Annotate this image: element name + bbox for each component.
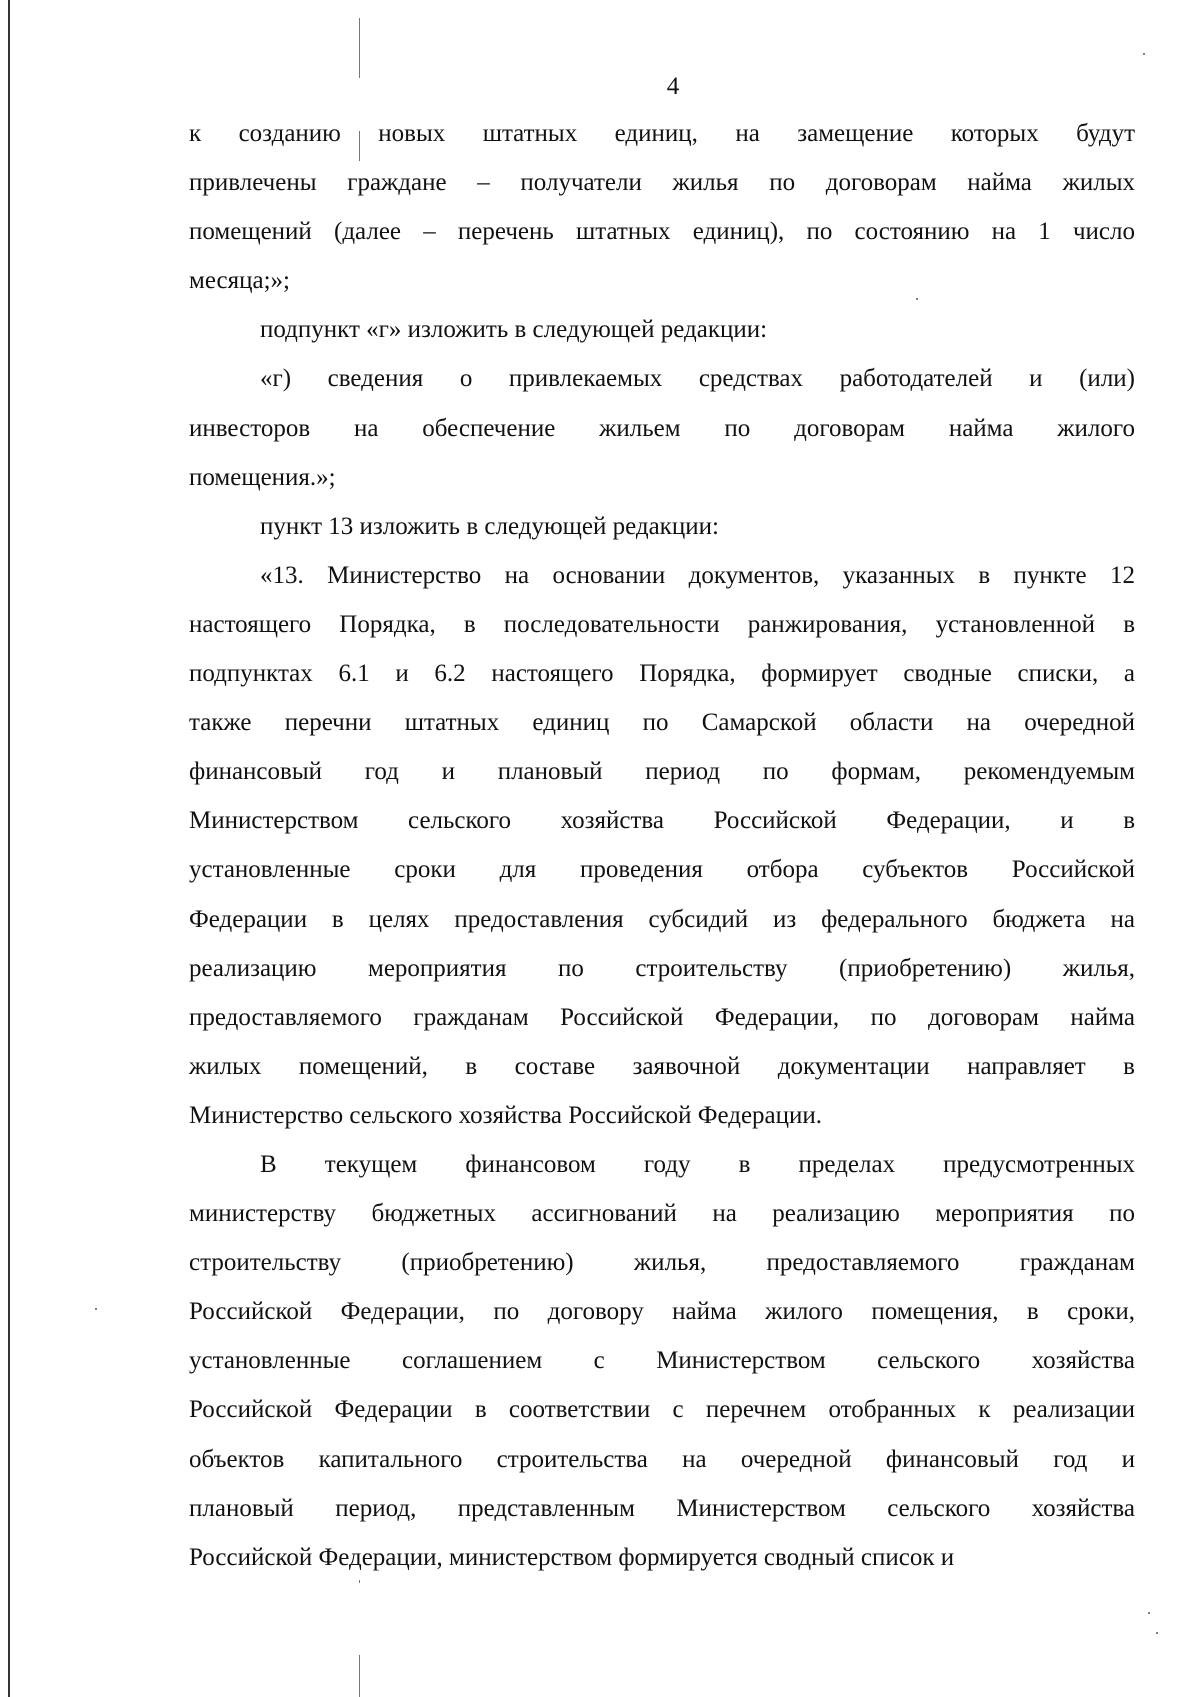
- scan-speck: [95, 1308, 97, 1310]
- text-line: финансовый год и плановый период по формам, рекомендуемым: [189, 758, 1135, 786]
- text-line: предоставляемого гражданам Российской Федерации, по договорам найма: [189, 1003, 1135, 1031]
- text-line: Министерство сельского хозяйства Российской Федерации.: [189, 1101, 823, 1129]
- scan-speck: [1148, 1612, 1150, 1614]
- text-line: Российской Федерации в соответствии с перечнем отобранных к реализации: [189, 1396, 1135, 1424]
- text-line: Российской Федерации, по договору найма жилого помещения, в сроки,: [189, 1298, 1135, 1326]
- text-line: плановый период, представленным Министерством сельского хозяйства: [189, 1494, 1135, 1522]
- paragraph: [189, 1140, 1135, 1582]
- text-line: помещения.»;: [189, 463, 336, 491]
- text-line: министерству бюджетных ассигнований на реализацию мероприятия по: [189, 1200, 1135, 1228]
- text-line: настоящего Порядка, в последовательности ранжирования, установленной в: [189, 610, 1135, 638]
- text-line: установленные соглашением с Министерством сельского хозяйства: [189, 1347, 1135, 1375]
- scan-speck: [1143, 53, 1145, 55]
- paragraph: [189, 109, 1135, 305]
- text-line: установленные сроки для проведения отбора субъектов Российской: [189, 856, 1135, 884]
- paragraph: [189, 354, 1135, 501]
- text-line: реализацию мероприятия по строительству (приобретению) жилья,: [189, 954, 1135, 982]
- text-line: Федерации в целях предоставления субсидий из федерального бюджета на: [189, 905, 1135, 933]
- text-line: пункт 13 изложить в следующей редакции:: [260, 512, 719, 540]
- scan-fold-mark-bottom: [359, 1655, 360, 1697]
- text-line: Российской Федерации, министерством формируется сводный список и: [189, 1543, 955, 1571]
- text-line: помещений (далее – перечень штатных единиц), по состоянию на 1 число: [189, 218, 1135, 246]
- text-line: жилых помещений, в составе заявочной документации направляет в: [189, 1052, 1135, 1080]
- text-line: подпунктах 6.1 и 6.2 настоящего Порядка, формирует сводные списки, а: [189, 660, 1135, 688]
- scan-left-border: [8, 0, 10, 1697]
- paragraph: [189, 551, 1135, 1140]
- text-line: к созданию новых штатных единиц, на замещение которых будут: [189, 120, 1135, 147]
- text-line: объектов капитального строительства на очередной финансовый год и: [189, 1445, 1135, 1473]
- text-line: Министерством сельского хозяйства Российской Федерации, и в: [189, 807, 1135, 835]
- text-line: В текущем финансовом году в пределах предусмотренных: [260, 1150, 1135, 1178]
- scan-speck: [1156, 1632, 1158, 1634]
- text-line: привлечены граждане – получатели жилья по договорам найма жилых: [189, 169, 1135, 197]
- text-line: месяца;»;: [189, 267, 291, 295]
- page-number: 4: [666, 73, 680, 100]
- scan-fold-mark-top: [359, 18, 360, 78]
- text-line: инвесторов на обеспечение жильем по договорам найма жилого: [189, 414, 1135, 442]
- document-body: [189, 109, 1135, 1582]
- text-line: «13. Министерство на основании документов, указанных в пункте 12: [260, 561, 1135, 589]
- paragraph: [189, 502, 1135, 551]
- text-line: также перечни штатных единиц по Самарской области на очередной: [189, 709, 1135, 737]
- text-line: «г) сведения о привлекаемых средствах работодателей и (или): [260, 365, 1135, 393]
- text-line: подпункт «г» изложить в следующей редакции:: [260, 316, 768, 344]
- paragraph: [189, 305, 1135, 354]
- text-line: строительству (приобретению) жилья, предоставляемого гражданам: [189, 1249, 1135, 1277]
